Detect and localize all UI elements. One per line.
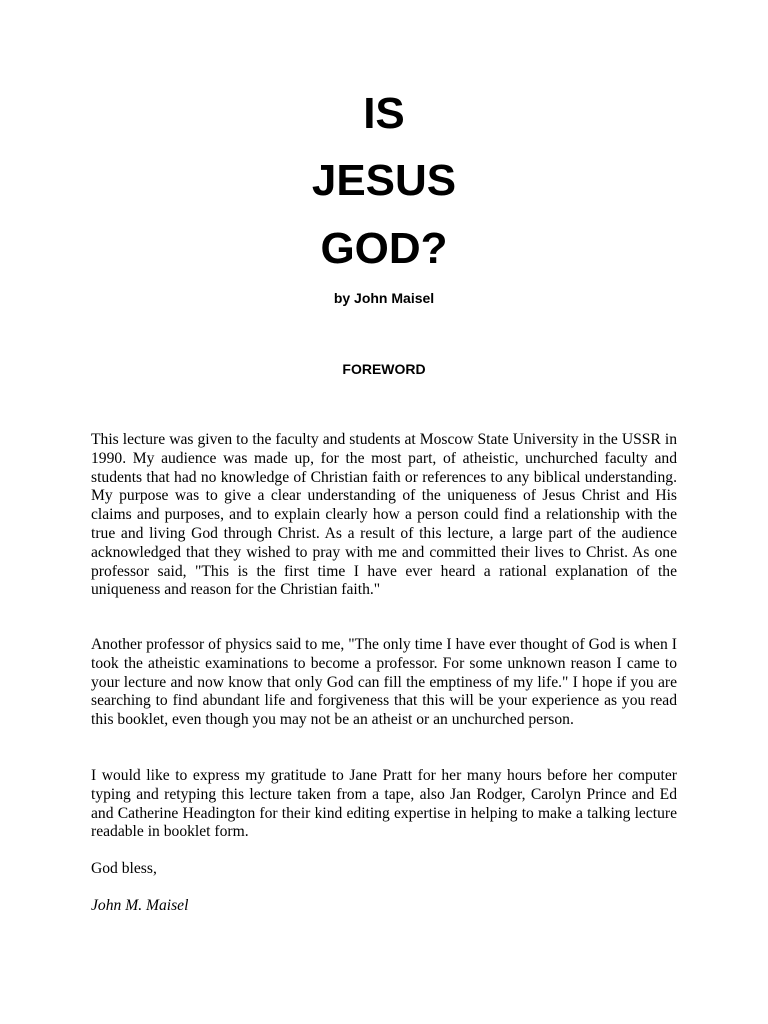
foreword-heading: FOREWORD bbox=[342, 361, 426, 377]
title-line-3: GOD? bbox=[320, 224, 448, 273]
foreword-paragraph-2: Another professor of physics said to me, "The only time I have ever thought of God is when I took the atheistic examinations to become a professor. For some unknown reason I came to your lecture and now know that only God can fill the emptiness of my life." I hope if you are searching to find abundant life and forgiveness that this will be your experience as you read this booklet, even though you may not be an atheist or an unchurched person. bbox=[91, 636, 677, 729]
sign-off: God bless, bbox=[91, 860, 157, 877]
title-line-1: IS bbox=[363, 89, 405, 138]
title-line-2: JESUS bbox=[311, 156, 457, 205]
signature: John M. Maisel bbox=[91, 897, 189, 914]
foreword-paragraph-1: This lecture was given to the faculty and students at Moscow State University in the USSR in 1990. My audience was made up, for the most part, of atheistic, unchurched faculty and students that had no knowledge of Christian faith or references to any biblical understanding. My purpose was to give a clear understanding of the uniqueness of Jesus Christ and His claims and purposes, and to explain clearly how a person could find a relationship with the true and living God through Christ. As a result of this lecture, a large part of the audience acknowledged that they wished to pray with me and committed their lives to Christ. As one professor said, "This is the first time I have ever heard a rational explanation of the uniqueness and reason for the Christian faith." bbox=[91, 431, 677, 599]
author-byline: by John Maisel bbox=[333, 290, 435, 306]
foreword-paragraph-3: I would like to express my gratitude to Jane Pratt for her many hours before her computer typing and retyping this lecture taken from a tape, also Jan Rodger, Carolyn Prince and Ed and Catherine Headington for their kind editing expertise in helping to make a talking lecture readable in booklet form. bbox=[91, 767, 677, 841]
